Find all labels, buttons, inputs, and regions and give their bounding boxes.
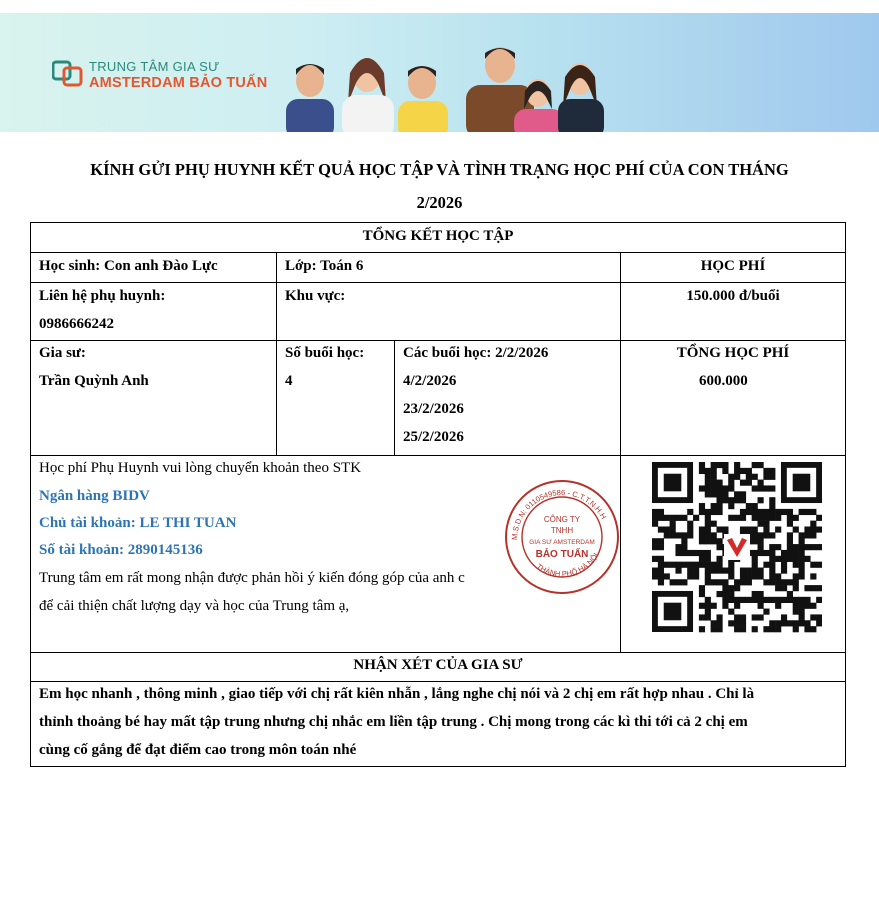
fee-rate: 150.000 đ/buổi (686, 288, 780, 304)
table-divider (30, 681, 846, 682)
stamp-line: BẢO TUẤN (535, 549, 589, 560)
table-divider (30, 652, 846, 653)
bank-name: Ngân hàng BIDV (39, 488, 150, 504)
session-date: 23/2/2026 (403, 401, 464, 417)
parent-contact-label: Liên hệ phụ huynh: (39, 288, 166, 304)
summary-heading: TỔNG KẾT HỌC TẬP (362, 228, 514, 244)
feedback-request-line1: Trung tâm em rất mong nhận được phản hồi ý kiến đóng góp của anh c (39, 570, 465, 586)
total-fee-value: 600.000 (699, 373, 748, 389)
session-dates-label: Các buổi học: 2/2/2026 (403, 345, 549, 361)
parent-contact-value: 0986666242 (39, 316, 114, 332)
area-label: Khu vực: (285, 288, 346, 304)
table-divider (30, 455, 846, 456)
tutor-name: Trần Quỳnh Anh (39, 373, 149, 389)
payment-intro: Học phí Phụ Huynh vui lòng chuyển khoản theo STK (39, 460, 362, 476)
session-date: 4/2/2026 (403, 373, 457, 389)
fee-heading: HỌC PHÍ (700, 258, 766, 274)
stamp-bottom-text: THÀNH PHỐ HÀ NỘI (534, 551, 601, 579)
page-title-month: 2/2026 (416, 193, 463, 212)
center-logo-icon (52, 59, 84, 87)
feedback-request-line2: để cải thiện chất lượng dạy và học của Trung tâm ạ, (39, 598, 350, 614)
table-divider (394, 340, 395, 455)
page-title: KÍNH GỬI PHỤ HUYNH KẾT QUẢ HỌC TẬP VÀ TÌNH TRẠNG HỌC PHÍ CỦA CON THÁNG (90, 160, 789, 179)
review-line: Em học nhanh , thông minh , giao tiếp với chị rất kiên nhẫn , lắng nghe chị nói và 2 chị em rất hợp nhau . Chỉ là (39, 686, 755, 702)
tutor-label: Gia sư: (39, 345, 86, 361)
sessions-count: 4 (285, 373, 293, 389)
table-divider (30, 340, 846, 341)
payment-qr-code (652, 462, 822, 634)
total-fee-label: TỔNG HỌC PHÍ (676, 345, 790, 361)
stamp-ring-text: M.S.D.N: 0110549586 - C.T.T.N.H.H (509, 487, 609, 541)
table-divider (276, 252, 277, 455)
account-holder: Chủ tài khoản: LE THI TUAN (39, 515, 237, 531)
table-divider (30, 252, 846, 253)
stamp-line: TNHH (550, 526, 574, 535)
review-heading: NHẬN XÉT CỦA GIA SƯ (353, 657, 523, 673)
banner-people-photo (270, 13, 610, 132)
logo-text-line2: AMSTERDAM BẢO TUẤN (89, 75, 268, 91)
logo-text-line1: TRUNG TÂM GIA SƯ (89, 59, 220, 74)
company-stamp (503, 478, 621, 596)
review-line: thỉnh thoảng bé hay mất tập trung nhưng chị nhắc em liền tập trung . Chị mong trong các kì thi tới cả 2 chị em (39, 714, 748, 730)
sessions-label: Số buổi học: (285, 345, 365, 361)
stamp-line: CÔNG TY (543, 515, 581, 524)
table-divider (30, 282, 846, 283)
stamp-line: GIA SƯ AMSTERDAM (529, 539, 595, 546)
header-banner (0, 13, 879, 132)
review-line: cùng cố gắng để đạt điểm cao trong môn toán nhé (39, 742, 357, 758)
session-date: 25/2/2026 (403, 429, 464, 445)
class-name: Lớp: Toán 6 (285, 258, 364, 274)
student-name: Học sinh: Con anh Đào Lực (39, 258, 218, 274)
account-number: Số tài khoản: 2890145136 (39, 542, 203, 558)
